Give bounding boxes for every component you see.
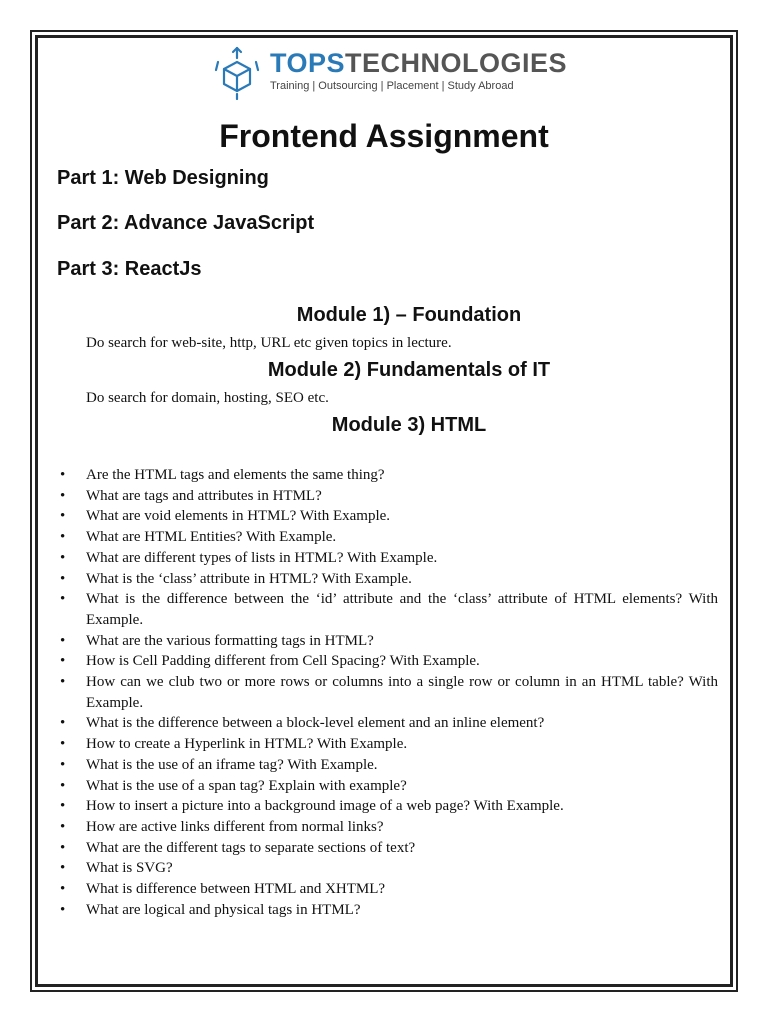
- cube-logo-icon: [212, 44, 262, 100]
- module-1-description: Do search for web-site, http, URL etc given topics in lecture.: [86, 335, 452, 351]
- list-item: • How to create a Hyperlink in HTML? With Example.: [58, 734, 718, 755]
- list-item: • What are tags and attributes in HTML?: [58, 486, 718, 507]
- list-item: • What is the difference between the ‘id’ attribute and the ‘class’ attribute of HTML elements? With Example.: [58, 589, 718, 630]
- module-1-heading: Module 1) – Foundation: [296, 304, 522, 326]
- list-item: • What is the use of an iframe tag? With Example.: [58, 755, 718, 776]
- list-item: • What are the different tags to separate sections of text?: [58, 838, 718, 859]
- list-item: • What are different types of lists in HTML? With Example.: [58, 548, 718, 569]
- list-item: • What are the various formatting tags in HTML?: [58, 631, 718, 652]
- module-3-heading: Module 3) HTML: [331, 414, 487, 436]
- list-item: • How can we club two or more rows or columns into a single row or column in an HTML table? With Example.: [58, 672, 718, 713]
- part-1-heading: Part 1: Web Designing: [57, 167, 269, 189]
- list-item: • What is the difference between a block-level element and an inline element?: [58, 713, 718, 734]
- list-item: • How are active links different from normal links?: [58, 817, 718, 838]
- brand-name: [270, 48, 567, 78]
- list-item: • What is the ‘class’ attribute in HTML? With Example.: [58, 569, 718, 590]
- brand-name-tops: TOPS: [270, 48, 346, 78]
- list-item: • What are void elements in HTML? With Example.: [58, 506, 718, 527]
- part-2-heading: Part 2: Advance JavaScript: [57, 212, 315, 234]
- module-2-description: Do search for domain, hosting, SEO etc.: [86, 390, 329, 406]
- brand-tagline: Training | Outsourcing | Placement | Study Abroad: [270, 80, 514, 92]
- list-item: • What is difference between HTML and XHTML?: [58, 879, 718, 900]
- list-item: • What are HTML Entities? With Example.: [58, 527, 718, 548]
- brand-name-rest: TECHNOLOGIES: [345, 48, 568, 78]
- list-item: • Are the HTML tags and elements the same thing?: [58, 465, 718, 486]
- module-2-heading: Module 2) Fundamentals of IT: [267, 359, 551, 381]
- list-item: • What is the use of a span tag? Explain with example?: [58, 776, 718, 797]
- html-questions-list: [58, 465, 718, 920]
- document-title: Frontend Assignment: [219, 118, 549, 154]
- list-item: • What are logical and physical tags in HTML?: [58, 900, 718, 921]
- part-3-heading: Part 3: ReactJs: [57, 258, 202, 280]
- list-item: • What is SVG?: [58, 858, 718, 879]
- list-item: • How to insert a picture into a background image of a web page? With Example.: [58, 796, 718, 817]
- list-item: • How is Cell Padding different from Cell Spacing? With Example.: [58, 651, 718, 672]
- company-logo: [212, 44, 572, 100]
